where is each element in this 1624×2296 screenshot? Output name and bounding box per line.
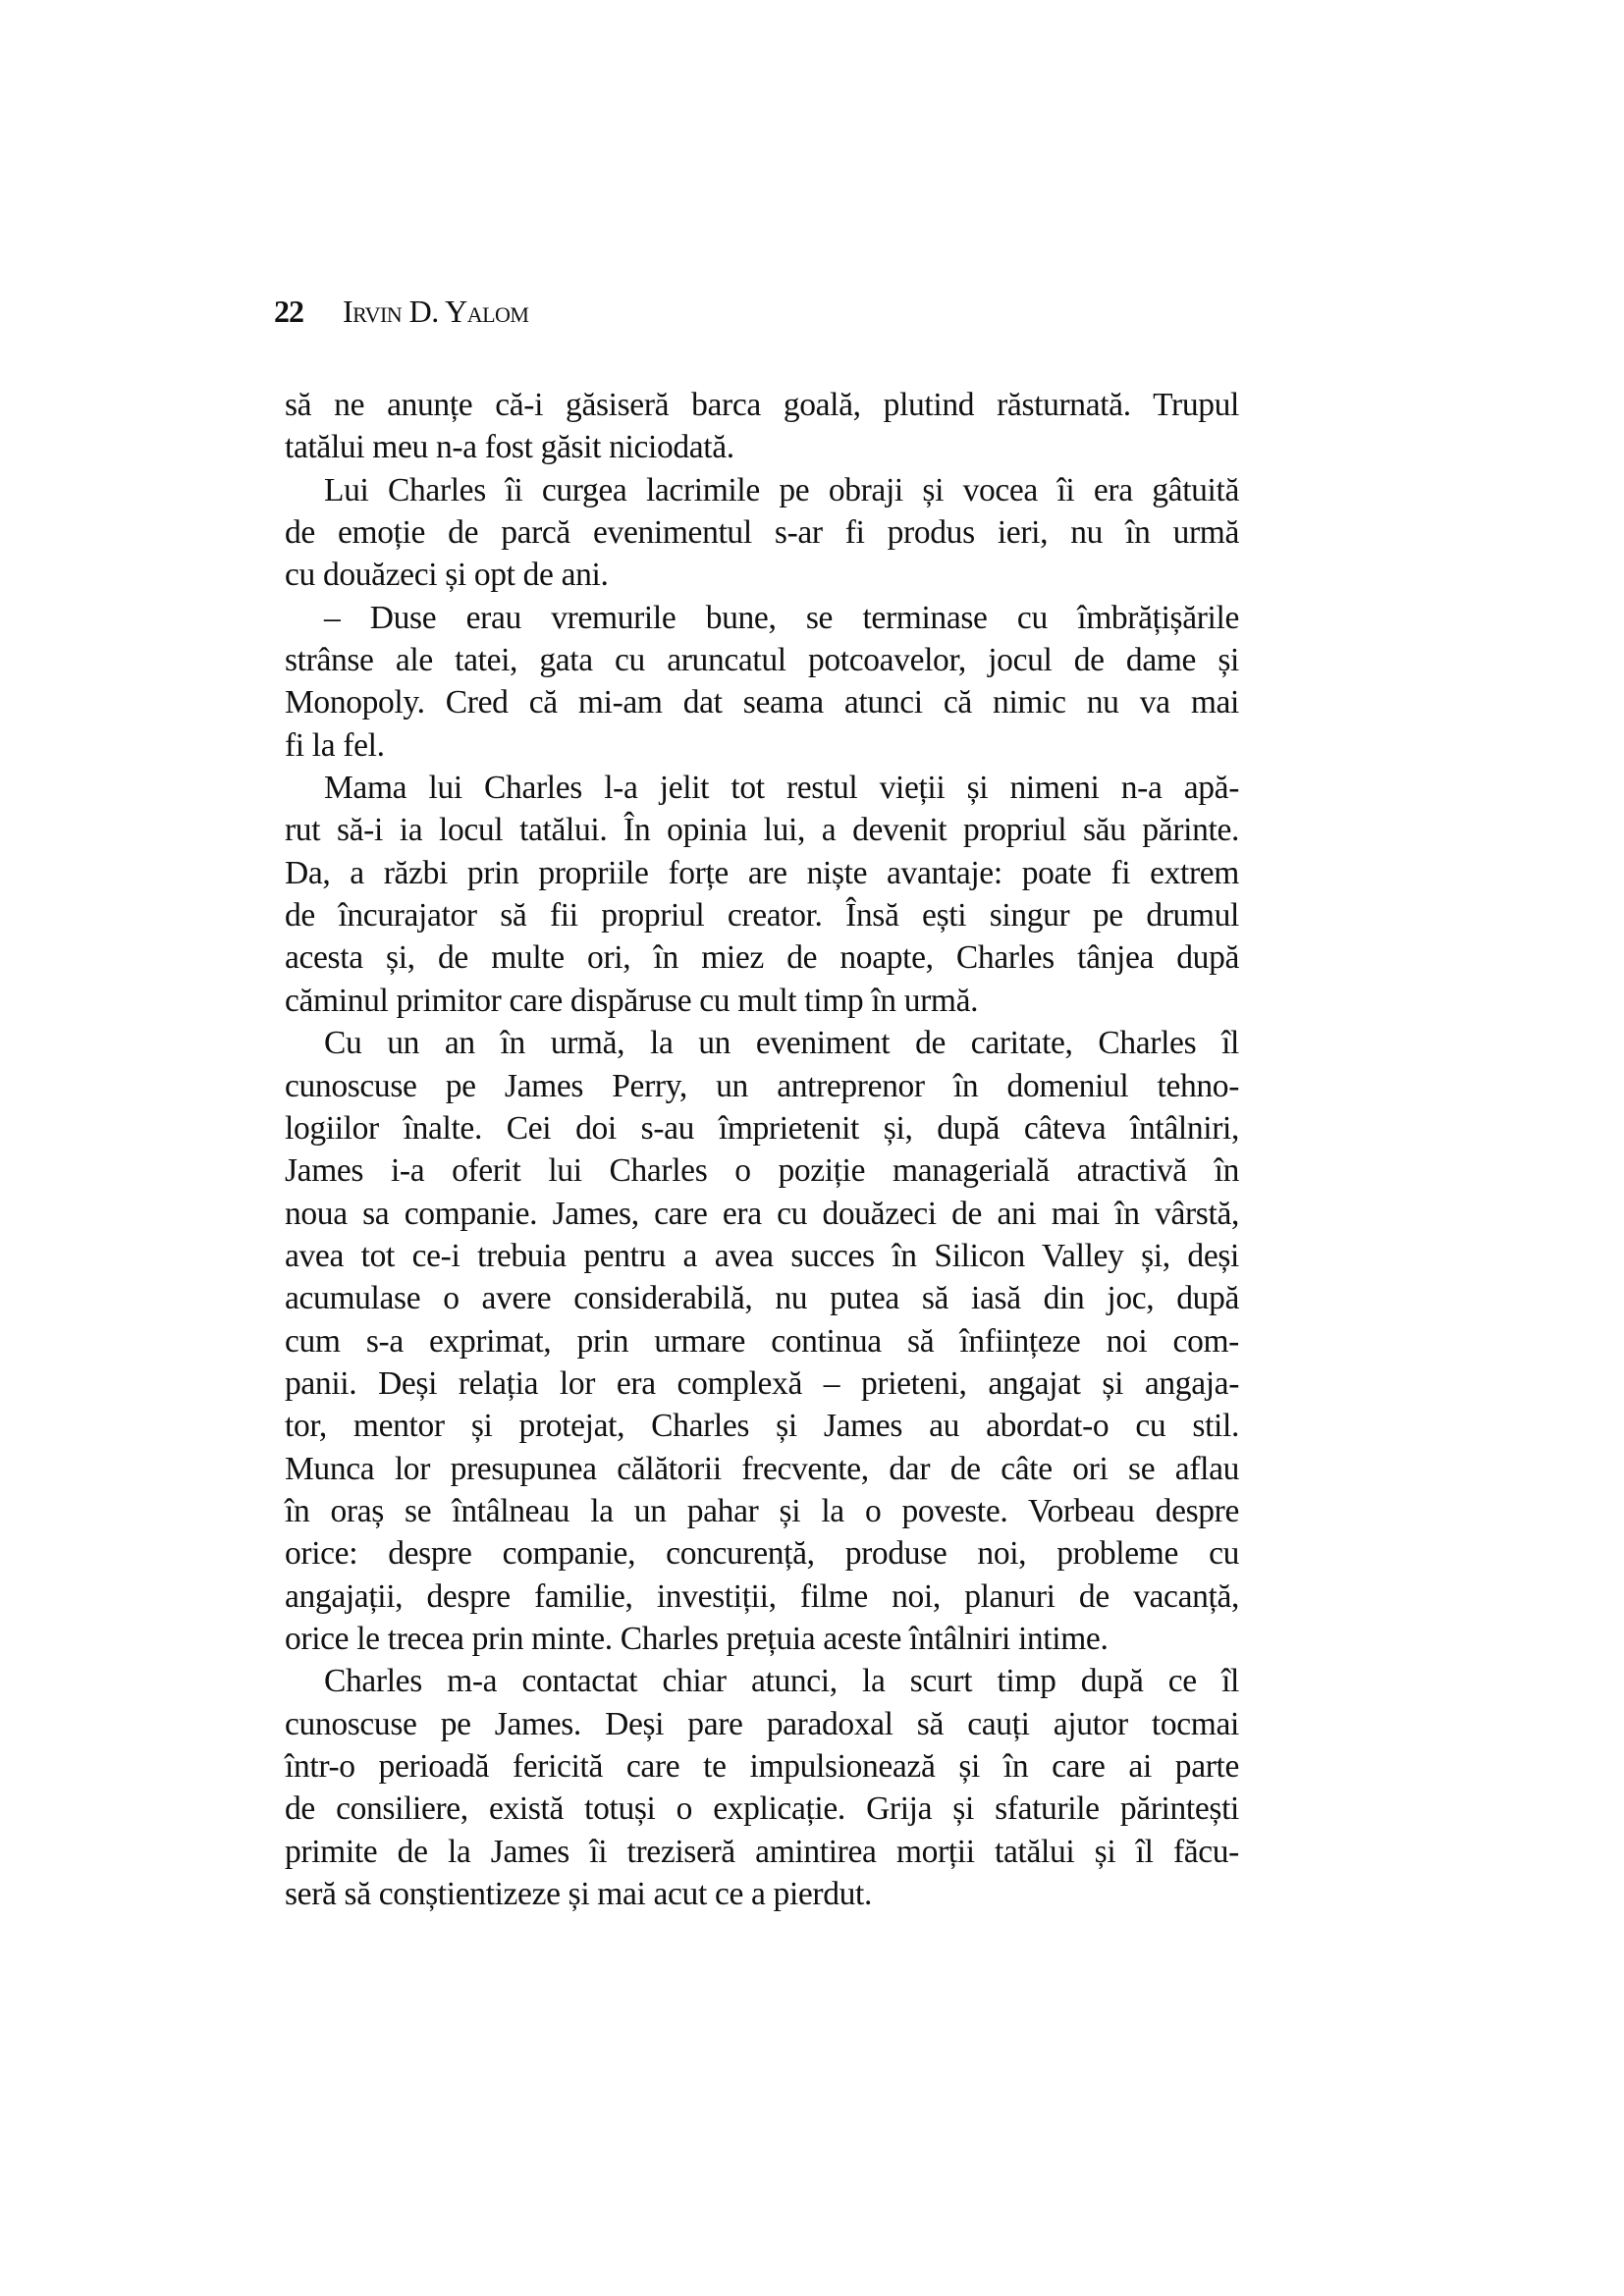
text-line: să ne anunțe că-i găsiseră barca goală, plutind răsturnată. Trupul	[285, 387, 1239, 423]
text-line: James i-a oferit lui Charles o poziție managerială atractivă în	[285, 1152, 1239, 1190]
text-line: avea tot ce-i trebuia pentru a avea succes în Silicon Valley și, deși	[285, 1237, 1239, 1274]
text-line: Munca lor presupunea călătorii frecvente, dar de câte ori se aflau	[285, 1450, 1239, 1487]
paragraph-first-line: Mama lui Charles l-a jelit tot restul vieții și nimeni n-a apă-	[324, 770, 1239, 807]
text-line: cunoscuse pe James Perry, un antreprenor în domeniul tehno-	[285, 1067, 1239, 1104]
text-line: rut să-i ia locul tatălui. În opinia lui, a devenit propriul său părinte.	[285, 812, 1239, 849]
text-line: noua sa companie. James, care era cu douăzeci de ani mai în vârstă,	[285, 1195, 1239, 1232]
text-line: de emoție de parcă evenimentul s-ar fi produs ieri, nu în urmă	[285, 514, 1239, 552]
page-number: 22	[274, 294, 303, 329]
text-line: de încurajator să fii propriul creator. Însă ești singur pe drumul	[285, 897, 1239, 934]
text-line: logiilor înalte. Cei doi s-au împrietenit și, după câteva întâlniri,	[285, 1109, 1239, 1147]
text-line: cunoscuse pe James. Deși pare paradoxal să cauți ajutor tocmai	[285, 1705, 1239, 1742]
text-line: în oraș se întâlneau la un pahar și la o poveste. Vorbeau despre	[285, 1492, 1239, 1529]
text-line: tatălui meu n-a fost găsit niciodată.	[285, 429, 734, 466]
text-line: primite de la James îi treziseră amintirea morții tatălui și îl făcu-	[285, 1833, 1239, 1870]
text-line: căminul primitor care dispăruse cu mult timp în urmă.	[285, 982, 979, 1019]
body-text	[285, 384, 1239, 1915]
paragraph-first-line: Lui Charles îi curgea lacrimile pe obraji și vocea îi era gâtuită	[324, 471, 1239, 508]
paragraph-first-line: – Duse erau vremurile bune, se terminase cu îmbrățișările	[324, 599, 1239, 636]
text-line: acumulase o avere considerabilă, nu putea să iasă din joc, după	[285, 1280, 1239, 1317]
text-line: orice le trecea prin minte. Charles prețuia aceste întâlniri intime.	[285, 1620, 1109, 1657]
text-line: seră să conștientizeze și mai acut ce a pierdut.	[285, 1876, 873, 1913]
running-head-author: Irvin D. Yalom	[343, 294, 529, 329]
text-line: strânse ale tatei, gata cu aruncatul potcoavelor, jocul de dame și	[285, 642, 1239, 679]
text-line: orice: despre companie, concurență, produse noi, probleme cu	[285, 1535, 1239, 1573]
paragraph-first-line: Cu un an în urmă, la un eveniment de caritate, Charles îl	[324, 1025, 1239, 1062]
text-line: Monopoly. Cred că mi-am dat seama atunci că nimic nu va mai	[285, 684, 1239, 721]
text-line: cu douăzeci și opt de ani.	[285, 557, 609, 594]
text-line: panii. Deși relația lor era complexă – prieteni, angajat și angaja-	[285, 1364, 1239, 1402]
paragraph-first-line: Charles m-a contactat chiar atunci, la scurt timp după ce îl	[324, 1663, 1239, 1700]
text-line: de consiliere, există totuși o explicație. Grija și sfaturile părintești	[285, 1790, 1239, 1828]
text-line: acesta și, de multe ori, în miez de noapte, Charles tânjea după	[285, 939, 1239, 977]
text-line: într-o perioadă fericită care te impulsionează și în care ai parte	[285, 1748, 1239, 1785]
text-line: cum s-a exprimat, prin urmare continua să înființeze noi com-	[285, 1322, 1239, 1360]
text-line: tor, mentor și protejat, Charles și James au abordat-o cu stil.	[285, 1408, 1239, 1445]
text-line: fi la fel.	[285, 726, 385, 764]
text-line: Da, a răzbi prin propriile forțe are niște avantaje: poate fi extrem	[285, 854, 1239, 891]
text-line: angajații, despre familie, investiții, filme noi, planuri de vacanță,	[285, 1577, 1239, 1615]
